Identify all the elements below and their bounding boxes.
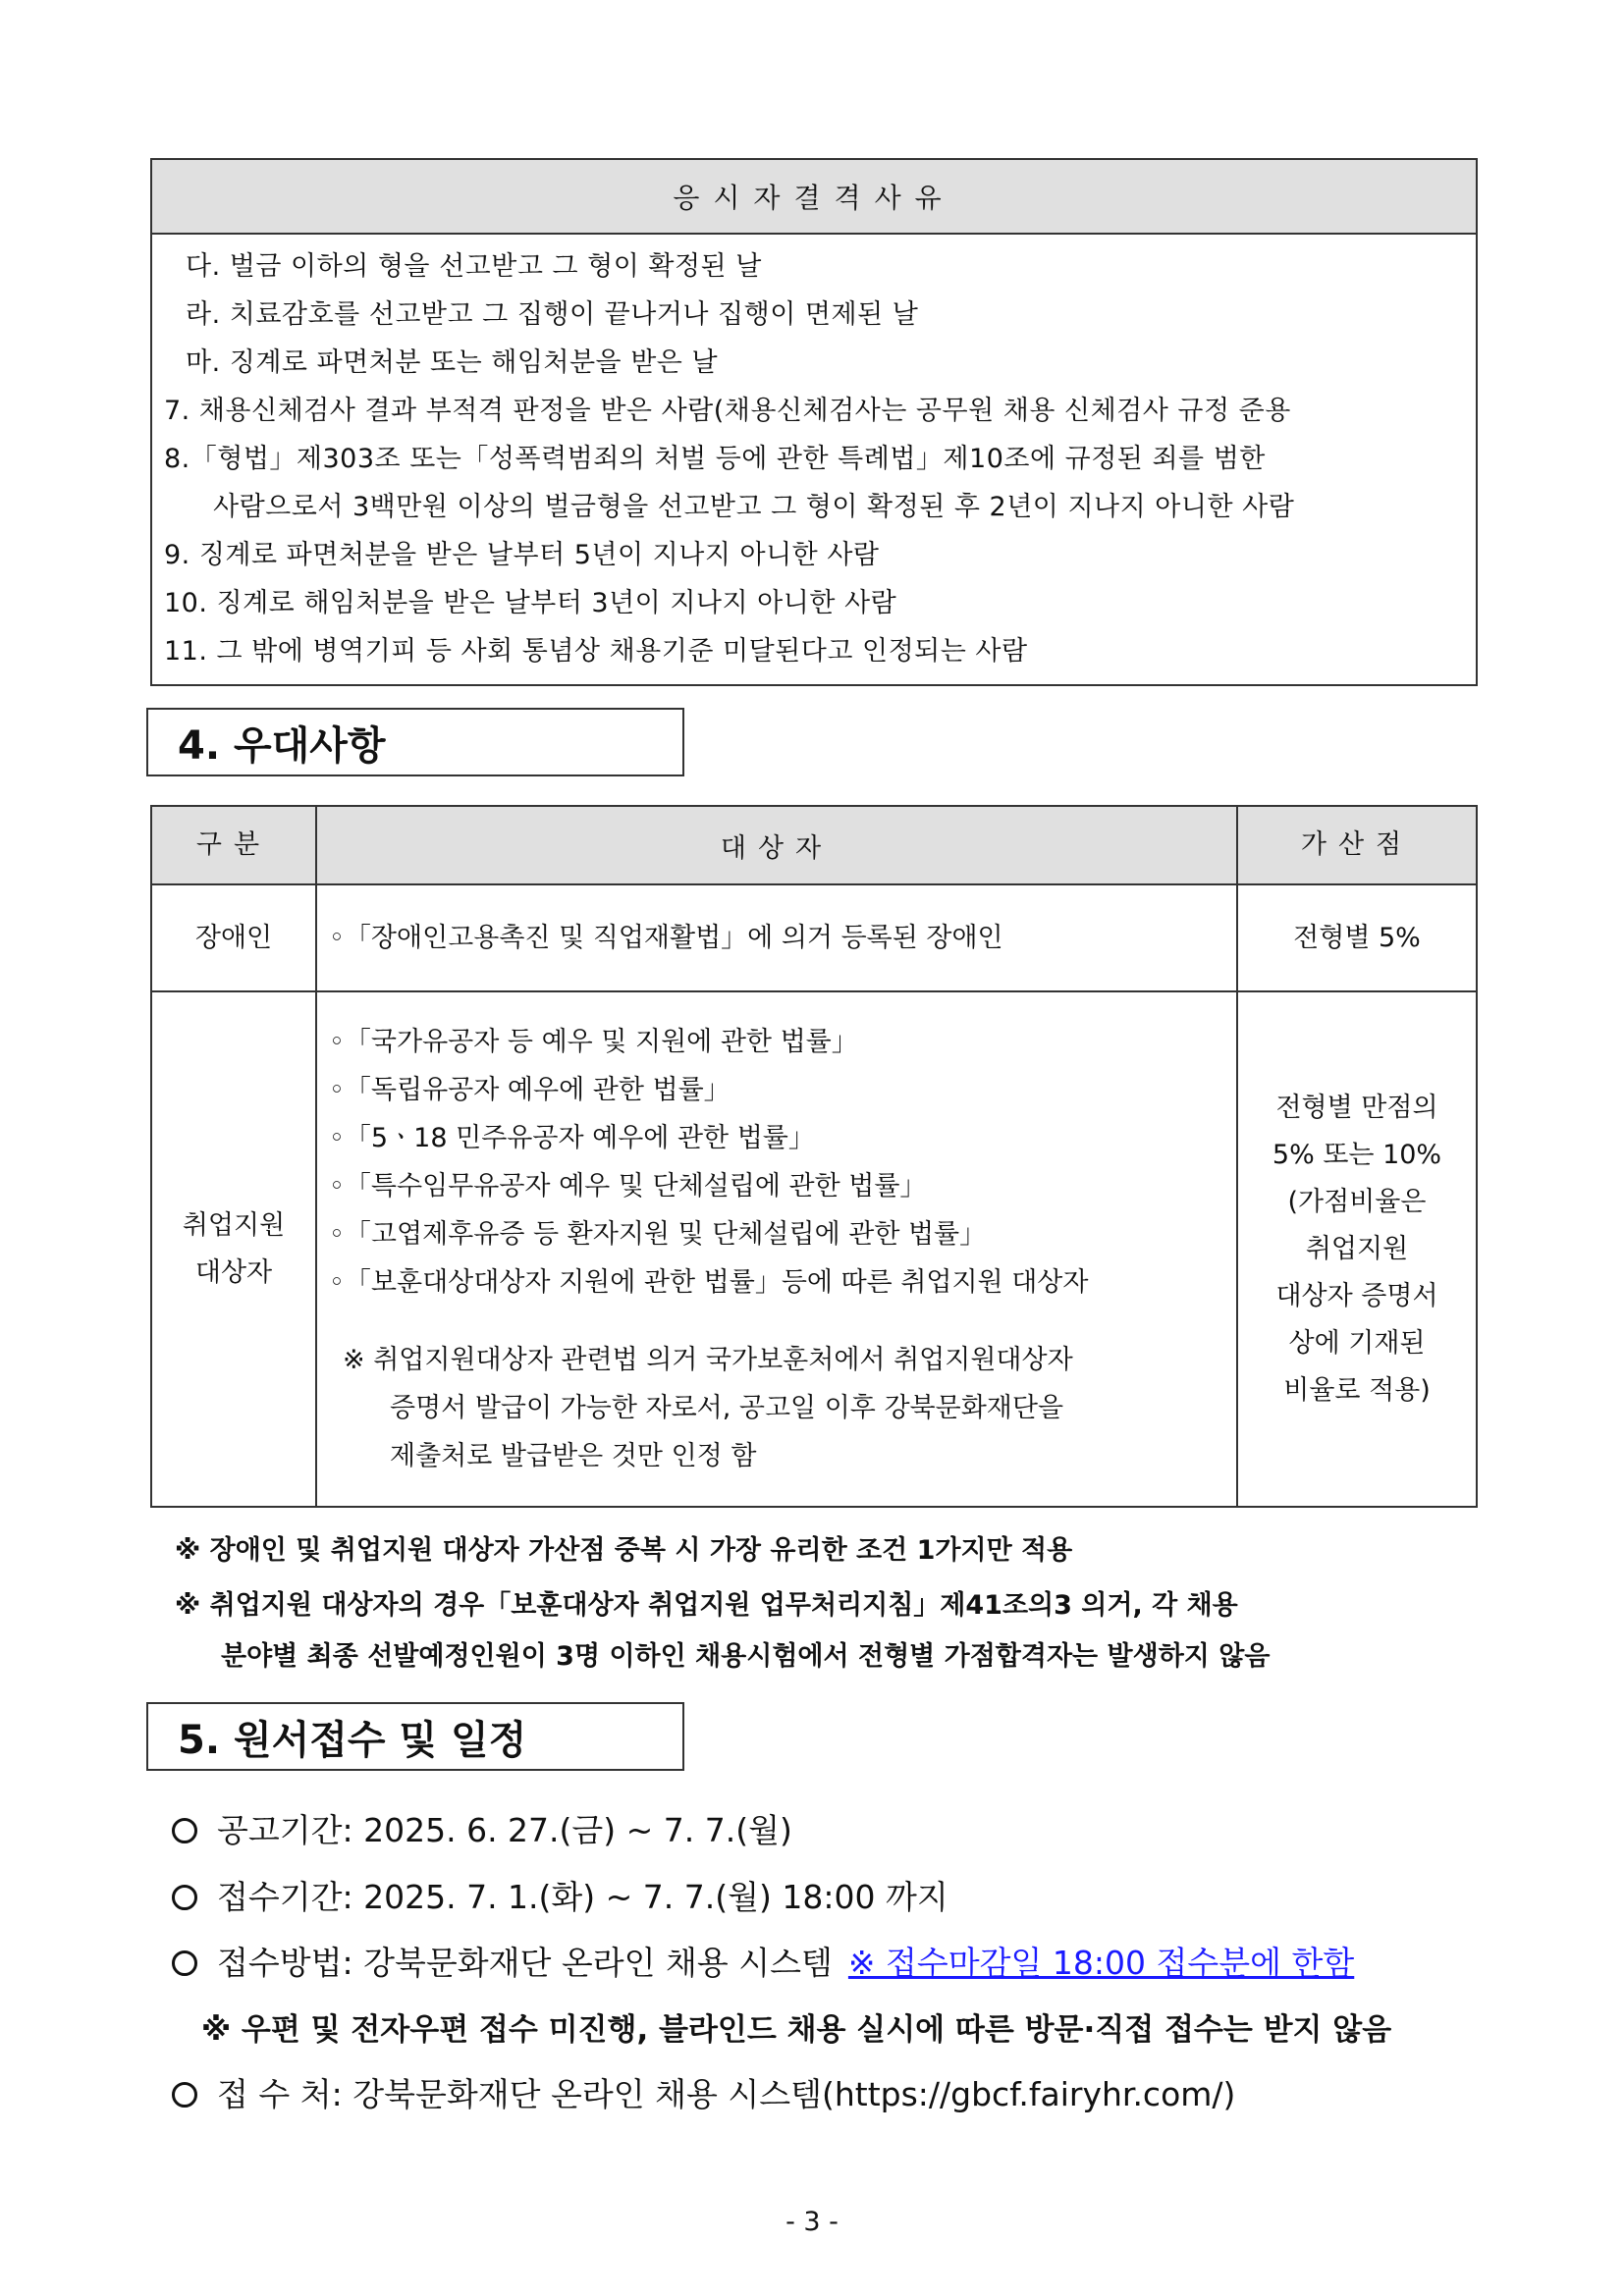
schedule-text: 접수기간: 2025. 7. 1.(화) ~ 7. 7.(월) 18:00 까지: [217, 1878, 948, 1916]
list-item: 마. 징계로 파면처분 또는 해임처분을 받은 날: [186, 347, 719, 378]
points-line: 전형별 만점의: [1275, 1092, 1438, 1123]
schedule-method: [172, 1934, 1354, 1993]
list-item: 라. 치료감호를 선고받고 그 집행이 끝나거나 집행이 면제된 날: [186, 299, 919, 330]
category-line: 대상자: [194, 1256, 273, 1288]
target-text: ◦「장애인고용촉진 및 직업재활법」에 의거 등록된 장애인: [329, 923, 1003, 953]
list-item: 11. 그 밖에 병역기피 등 사회 통념상 채용기준 미달된다고 인정되는 사람: [164, 636, 1028, 667]
target-law-item: ◦「고엽제후유증 등 환자지원 및 단체설립에 관한 법률」: [329, 1219, 987, 1250]
category-line: 취업지원: [182, 1209, 286, 1241]
points-line: 취업지원: [1305, 1233, 1409, 1264]
list-item: 9. 징계로 파면처분을 받은 날부터 5년이 지나지 아니한 사람: [164, 540, 880, 570]
circle-bullet-icon: [172, 1885, 197, 1910]
schedule-text: 접 수 처: 강북문화재단 온라인 채용 시스템(https://gbcf.fairyhr.com/): [217, 2075, 1236, 2113]
section-5-title: 5. 원서접수 및 일정: [146, 1702, 684, 1771]
list-item: 다. 벌금 이하의 형을 선고받고 그 형이 확정된 날: [186, 251, 762, 282]
schedule-text: 공고기간: 2025. 6. 27.(금) ~ 7. 7.(월): [217, 1811, 792, 1849]
list-item: 사람으로서 3백만원 이상의 벌금형을 선고받고 그 형이 확정된 후 2년이 지나지 아니한 사람: [213, 492, 1295, 522]
points-line: 5% 또는 10%: [1272, 1139, 1442, 1170]
header-target: 대상자: [316, 806, 1237, 884]
target-note-line: 증명서 발급이 가능한 자로서, 공고일 이후 강북문화재단을: [390, 1393, 1064, 1423]
disqualification-header: 응시자결격사유: [152, 160, 1476, 235]
page-number: - 3 -: [785, 2207, 839, 2237]
list-item: 7. 채용신체검사 결과 부적격 판정을 받은 사람(채용신체검사는 공무원 채용 신체검사 규정 준용: [164, 396, 1291, 426]
points-line: (가점비율은: [1287, 1186, 1427, 1217]
row-employment-category: [151, 991, 316, 1507]
disqualification-list: [152, 235, 1476, 675]
schedule-place: [172, 2065, 1235, 2124]
target-law-item: ◦「국가유공자 등 예우 및 지원에 관한 법률」: [329, 1027, 858, 1057]
benefits-note: 분야별 최종 선발예정인원이 3명 이하인 채용시험에서 전형별 가점합격자는 발생하지 않음: [221, 1641, 1271, 1672]
benefits-note: ※ 취업지원 대상자의 경우「보훈대상자 취업지원 업무처리지침」제41조의3 의거, 각 채용: [175, 1590, 1238, 1621]
header-category: 구분: [151, 806, 316, 884]
benefits-note: ※ 장애인 및 취업지원 대상자 가산점 중복 시 가장 유리한 조건 1가지만 적용: [175, 1535, 1073, 1566]
table-row: [151, 884, 1477, 991]
row-employment-target: [316, 991, 1237, 1507]
points-line: 상에 기재된: [1288, 1327, 1426, 1359]
row-disabled-category: 장애인: [151, 884, 316, 991]
disqualification-box: [150, 158, 1478, 686]
schedule-text: 접수방법: 강북문화재단 온라인 채용 시스템: [217, 1944, 833, 1982]
circle-bullet-icon: [172, 2082, 197, 2108]
target-law-item: ◦「독립유공자 예우에 관한 법률」: [329, 1075, 731, 1105]
target-note-line: 제출처로 발급받은 것만 인정 함: [390, 1441, 757, 1471]
row-disabled-target: [316, 884, 1237, 991]
header-points: 가산점: [1237, 806, 1477, 884]
table-header-row: [151, 806, 1477, 884]
section-4-title: 4. 우대사항: [146, 708, 684, 776]
schedule-method-note: ※ 우편 및 전자우편 접수 미진행, 블라인드 채용 실시에 따른 방문·직접 접수는 받지 않음: [201, 2012, 1392, 2048]
benefits-table: [150, 805, 1478, 1508]
row-employment-points: [1237, 991, 1477, 1507]
points-line: 대상자 증명서: [1275, 1280, 1438, 1311]
list-item: 8.「형법」제303조 또는「성폭력범죄의 처벌 등에 관한 특례법」제10조에 규정된 죄를 범한: [164, 444, 1266, 474]
target-law-item: ◦「5ㆍ18 민주유공자 예우에 관한 법률」: [329, 1123, 815, 1153]
circle-bullet-icon: [172, 1950, 197, 1976]
points-line: 비율로 적용): [1283, 1374, 1431, 1406]
target-law-item: ◦「특수임무유공자 예우 및 단체설립에 관한 법률」: [329, 1171, 927, 1201]
table-row: [151, 991, 1477, 1507]
circle-bullet-icon: [172, 1818, 197, 1843]
target-note-line: ※ 취업지원대상자 관련법 의거 국가보훈처에서 취업지원대상자: [343, 1345, 1073, 1375]
row-disabled-points: 전형별 5%: [1237, 884, 1477, 991]
target-law-item: ◦「보훈대상대상자 지원에 관한 법률」등에 따른 취업지원 대상자: [329, 1267, 1089, 1298]
list-item: 10. 징계로 해임처분을 받은 날부터 3년이 지나지 아니한 사람: [164, 588, 897, 618]
deadline-link[interactable]: ※ 접수마감일 18:00 접수분에 한함: [847, 1944, 1355, 1982]
schedule-receipt: [172, 1868, 948, 1927]
schedule-period: [172, 1801, 792, 1860]
